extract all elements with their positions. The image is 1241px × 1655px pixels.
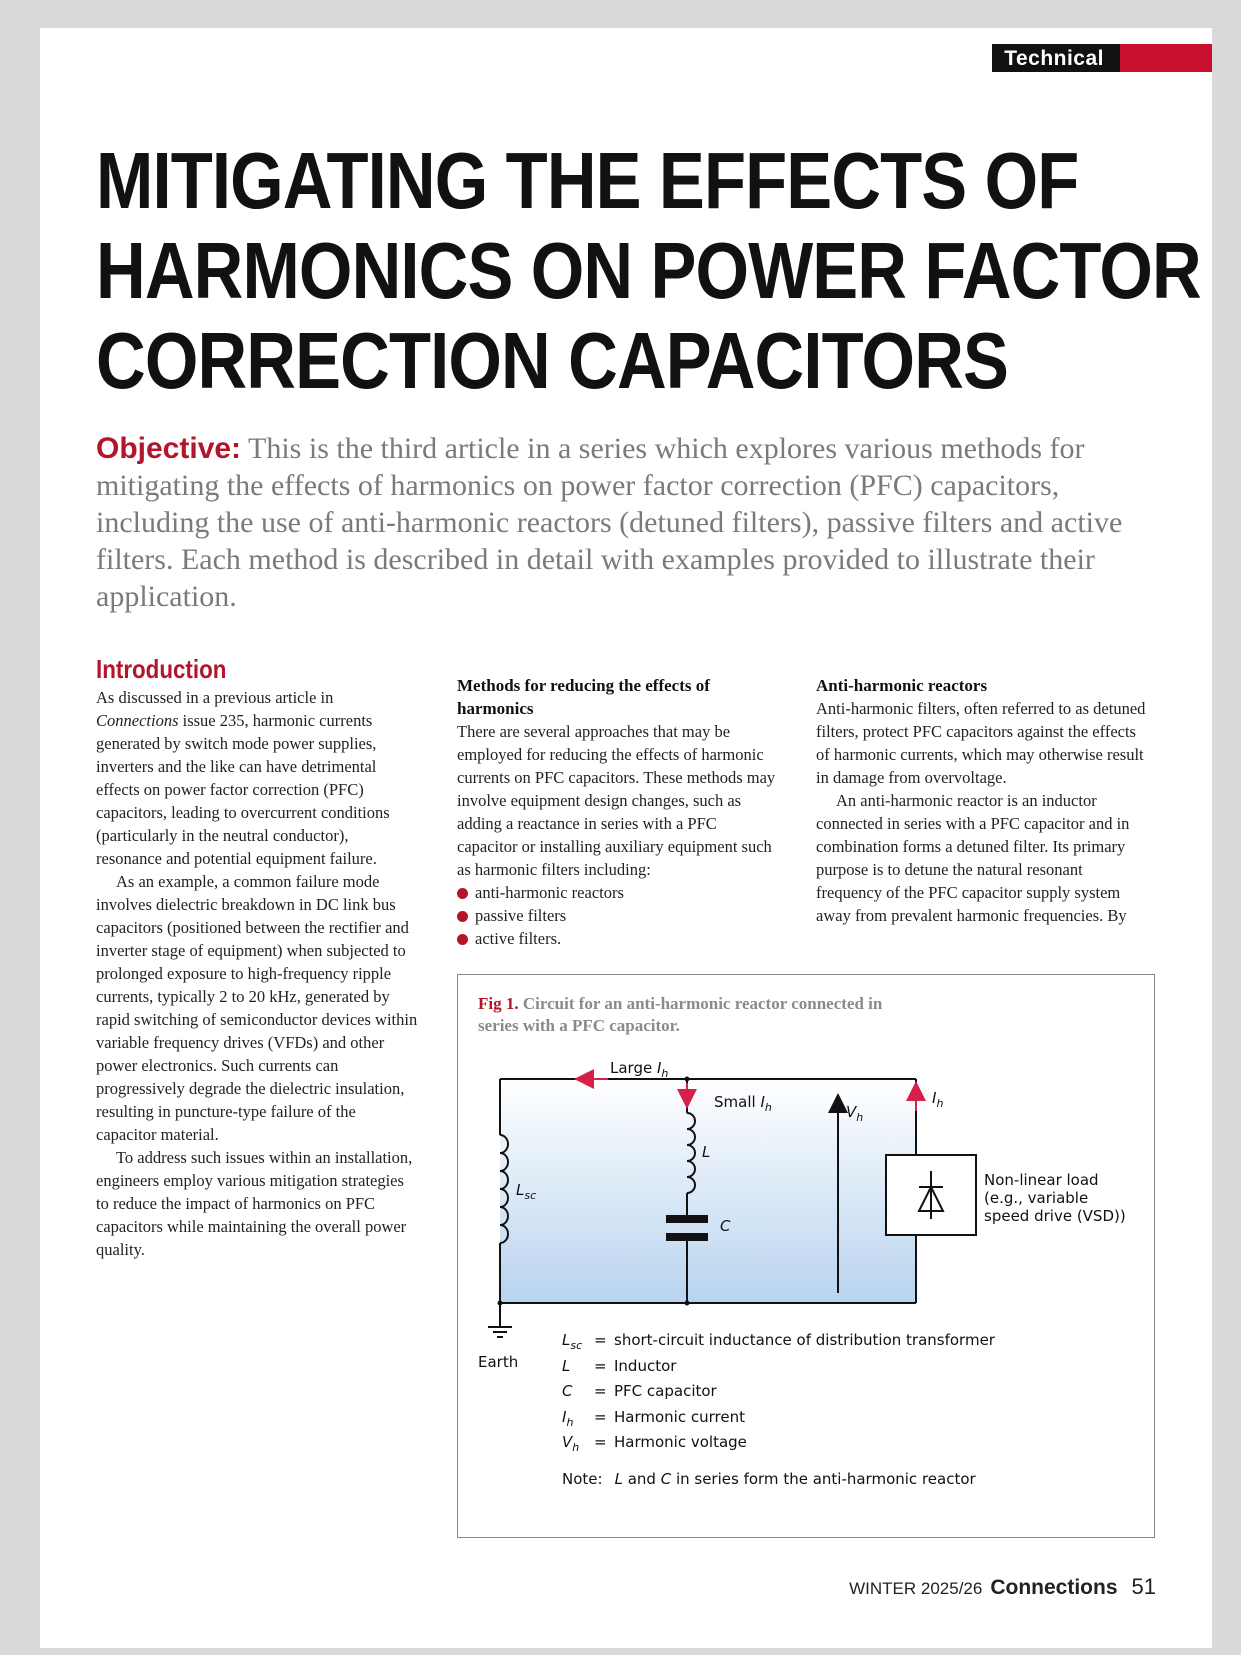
lsc-label: $L_{sc}$ (516, 1181, 537, 1202)
figure-1 (457, 974, 1155, 1538)
anti-harmonic-paragraph-1: Anti-harmonic filters, often referred to as detuned filters, protect PFC capacitors against the effects of harmonic currents, which may otherwise result in damage from overvoltage. (816, 699, 1146, 787)
svg-text:=: = (594, 1408, 607, 1426)
svg-text:=: = (594, 1331, 607, 1349)
introduction-heading: Introduction (96, 654, 227, 684)
load-label-line-3: speed drive (VSD)) (984, 1207, 1126, 1225)
legend-row (562, 1408, 745, 1429)
large-ih-label: Large $I_h$ (610, 1059, 669, 1080)
capacitor-plate-bottom (666, 1233, 708, 1241)
svg-text:PFC capacitor: PFC capacitor (614, 1382, 717, 1400)
c-label: C (720, 1217, 731, 1235)
figure-caption-text: Circuit for an anti-harmonic reactor connected in series with a PFC capacitor. (478, 994, 883, 1035)
load-label-line-1: Non-linear load (984, 1171, 1099, 1189)
figure-note: Note: L and C in series form the anti-harmonic reactor (562, 1470, 976, 1488)
svg-text:=: = (594, 1433, 607, 1451)
list-item: passive filters (457, 904, 779, 927)
headline-line-3: CORRECTION CAPACITORS (96, 316, 1009, 405)
list-item: active filters. (457, 927, 779, 950)
magazine-page (40, 28, 1212, 1648)
legend-row (562, 1382, 718, 1400)
objective-text: This is the third article in a series which explores various methods for mitigating the effects of harmonics on power factor correction (PFC) capacitors, including the use of anti-harmonic reactors (detuned filters), passive filters and active filters. Each method is described in detail with examples provided to illustrate their application. (96, 432, 1123, 613)
svg-text:Vh: $V_h$ (562, 1433, 580, 1454)
anti-harmonic-heading: Anti-harmonic reactors (816, 676, 988, 695)
list-item: anti-harmonic reactors (457, 881, 779, 904)
methods-bullet-list (457, 881, 779, 950)
anti-harmonic-paragraph-2: An anti-harmonic reactor is an inductor connected in series with a PFC capacitor and in combination forms a detuned filter. Its primary purpose is to detune the natural resonant frequency of the PFC capacitor supply system away from prevalent harmonic frequencies. By (816, 791, 1130, 925)
legend-row (562, 1357, 677, 1375)
column-1 (96, 654, 418, 1261)
svg-text:L: L (562, 1357, 571, 1375)
svg-text:Harmonic current: Harmonic current (614, 1408, 745, 1426)
page-footer (849, 1574, 1156, 1600)
section-tag-red-bar (1120, 44, 1212, 72)
column-3 (816, 674, 1146, 927)
svg-text:Inductor: Inductor (614, 1357, 677, 1375)
legend-row (562, 1331, 996, 1352)
ih-load-label: $I_h$ (932, 1089, 944, 1110)
earth-symbol (488, 1327, 512, 1337)
vh-label: $V_h$ (846, 1103, 864, 1124)
methods-heading: Methods for reducing the effects of harmonics (457, 676, 710, 718)
objective-label: Objective: (96, 432, 242, 465)
svg-text:=: = (594, 1382, 607, 1400)
svg-text:=: = (594, 1357, 607, 1375)
svg-text:Ih: $I_h$ (562, 1408, 574, 1429)
svg-text:Harmonic voltage: Harmonic voltage (614, 1433, 747, 1451)
figure-number: Fig 1. (478, 994, 519, 1013)
l-label: L (702, 1143, 711, 1161)
small-ih-label: Small $I_h$ (714, 1093, 772, 1114)
section-tag (986, 44, 1212, 72)
svg-text:Lsc: $L_{sc}$ (562, 1331, 583, 1352)
intro-paragraph-1: As discussed in a previous article in Connections issue 235, harmonic currents generated by switch mode power supplies, inverters and the like can have detrimental effects on power factor correction (PFC) capacitors, leading to overcurrent conditions (particularly in the neutral conductor), resonance and potential equipment failure. (96, 688, 390, 868)
headline-line-1: MITIGATING THE EFFECTS OF (96, 136, 1079, 225)
methods-paragraph: There are several approaches that may be employed for reducing the effects of harmonic currents on PFC capacitors. These methods may involve equipment design changes, such as adding a reactance in series with a PFC capacitor or installing auxiliary equipment such as harmonic filters including: (457, 722, 776, 879)
article-headline (96, 136, 1201, 406)
circuit-diagram (458, 975, 1154, 1537)
figure-legend (562, 1331, 996, 1488)
svg-text:short-circuit inductance of di: short-circuit inductance of distribution transformer (614, 1331, 995, 1349)
headline-line-2: HARMONICS ON POWER FACTOR (96, 226, 1201, 315)
section-tag-label: Technical (992, 44, 1120, 72)
legend-row (562, 1433, 747, 1454)
footer-magazine-name: Connections (990, 1576, 1118, 1599)
column-2 (457, 674, 779, 950)
intro-paragraph-3: To address such issues within an installation, engineers employ various mitigation strategies to reduce the impact of harmonics on PFC capacitors while maintaining the overall power quality. (96, 1148, 413, 1259)
objective-standfirst (96, 430, 1146, 615)
earth-label: Earth (478, 1353, 519, 1371)
load-label-line-2: (e.g., variable (984, 1189, 1089, 1207)
page-number: 51 (1131, 1574, 1156, 1599)
capacitor-plate-top (666, 1215, 708, 1223)
intro-paragraph-2: As an example, a common failure mode involves dielectric breakdown in DC link bus capacitors (positioned between the rectifier and inverter stage of equipment) when subjected to prolonged exposure to high-frequency ripple currents, typically 2 to 20 kHz, generated by rapid switching of semiconductor devices within variable frequency drives (VFDs) and other power electronics. Such currents can progressively degrade the dielectric insulation, resulting in puncture-type failure of the capacitor material. (96, 872, 418, 1144)
footer-issue: WINTER 2025/26 (849, 1579, 983, 1598)
svg-text:C: C (562, 1382, 573, 1400)
